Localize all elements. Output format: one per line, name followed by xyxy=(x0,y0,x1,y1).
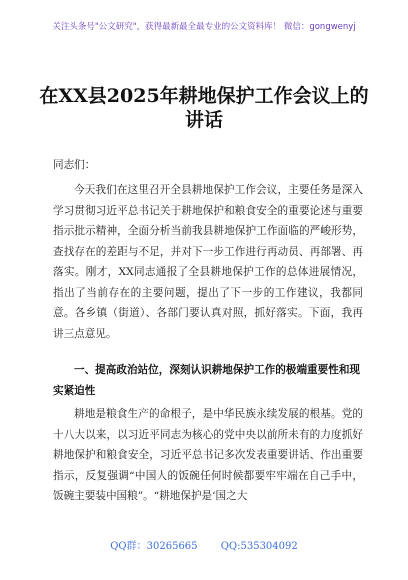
salutation: 同志们： xyxy=(53,159,96,171)
footer-qq-number: QQ:535304092 xyxy=(220,541,298,552)
document-title: 在XX县2025年耕地保护工作会议上的讲话 xyxy=(39,85,369,131)
paragraph-section-1: 耕地是粮食生产的命根子，是中华民族永续发展的根基。党的十八大以来，以习近平同志为核心的党中央以前所未有的力度抓好耕地保护和粮食安全，习近平总书记多次发表重要讲话、作出重要指示，反复强调“中国人的饭碗任何时候都要牢牢端在自己手中，饭碗主要装中国粮”。“耕地保护是‘国之大 xyxy=(53,408,363,502)
footer-contact xyxy=(0,537,408,552)
footer-qq-group: QQ群：30265665 xyxy=(110,541,198,552)
header-promo-note: 关注头条号"公文研究"，获得最新最全最专业的公文资料库！ 微信：gongwenyj xyxy=(52,22,356,32)
section-heading-1: 一、提高政治站位，深刻认识耕地保护工作的极端重要性和现实紧迫性 xyxy=(53,364,361,397)
paragraph-intro: 今天我们在这里召开全县耕地保护工作会议，主要任务是深入学习贯彻习近平总书记关于耕地保护和粮食安全的重要论述与重要指示批示精神，全面分析当前我县耕地保护工作面临的严峻形势，查找存在的差距与不足，并对下一步工作进行再动员、再部署、再落实。刚才，XX同志通报了全县耕地保护工作的总体进展情况，指出了当前存在的主要问题，提出了下一步的工作建议，我都同意。各乡镇（街道）、各部门要认真对照，抓好落实。下面，我再讲三点意见。 xyxy=(53,184,363,340)
